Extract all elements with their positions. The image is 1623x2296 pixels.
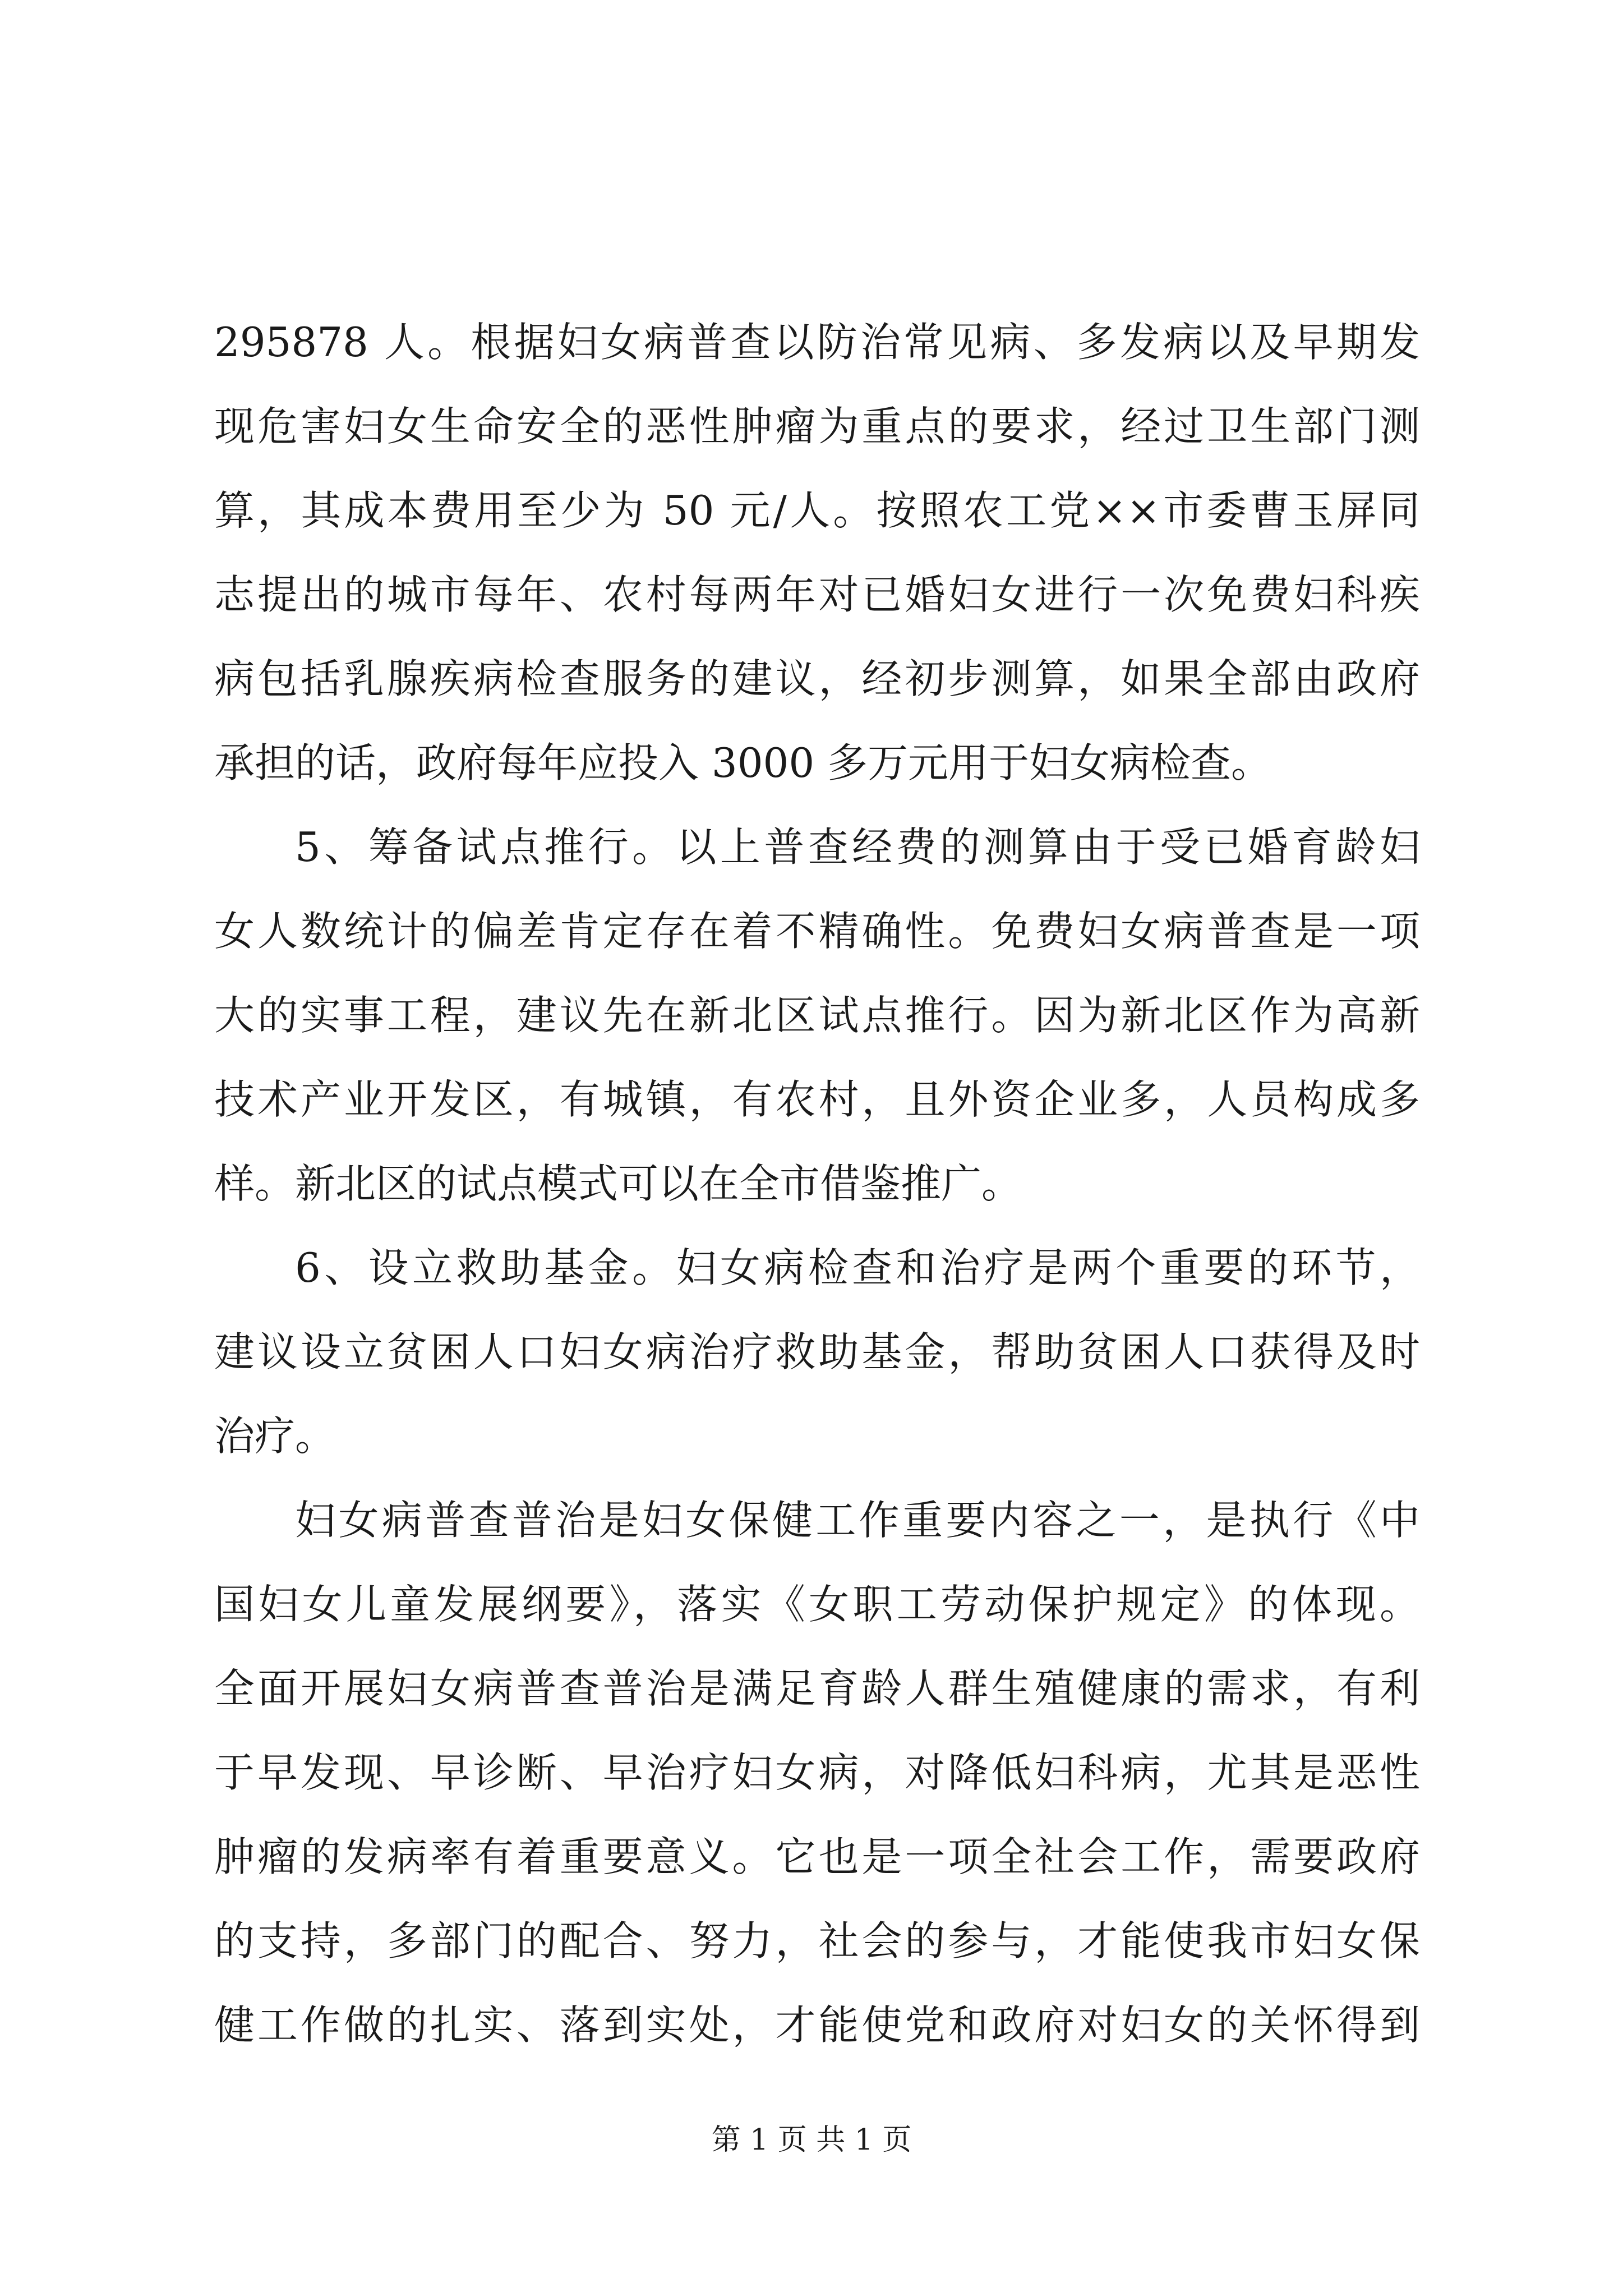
text-line: 6、设立救助基金。妇女病检查和治疗是两个重要的环节， (295, 1244, 1420, 1291)
document-body (214, 300, 1420, 2067)
text-line: 5、筹备试点推行。以上普查经费的测算由于受已婚育龄妇 (295, 823, 1420, 871)
text-line: 样。新北区的试点模式可以在全市借鉴推广。 (214, 1160, 1022, 1207)
text-line: 妇女病普查普治是妇女保健工作重要内容之一，是执行《中 (295, 1497, 1420, 1544)
text-line: 建议设立贫困人口妇女病治疗救助基金，帮助贫困人口获得及时 (214, 1328, 1420, 1375)
text-line: 承担的话，政府每年应投入 3000 多万元用于妇女病检查。 (214, 739, 1272, 786)
text-line: 志提出的城市每年、农村每两年对已婚妇女进行一次免费妇科疾 (214, 571, 1420, 618)
text-line: 于早发现、早诊断、早治疗妇女病，对降低妇科病，尤其是恶性 (214, 1749, 1420, 1796)
text-line: 技术产业开发区，有城镇，有农村，且外资企业多，人员构成多 (214, 1076, 1420, 1123)
text-line: 病包括乳腺疾病检查服务的建议，经初步测算，如果全部由政府 (214, 655, 1420, 702)
text-line: 全面开展妇女病普查普治是满足育龄人群生殖健康的需求，有利 (214, 1665, 1420, 1712)
text-line: 的支持，多部门的配合、努力，社会的参与，才能使我市妇女保 (214, 1917, 1420, 1964)
text-line: 国妇女儿童发展纲要》，落实《女职工劳动保护规定》的体现。 (214, 1581, 1420, 1628)
text-line: 大的实事工程，建议先在新北区试点推行。因为新北区作为高新 (214, 992, 1420, 1039)
text-line: 治疗。 (214, 1412, 336, 1460)
text-line: 算，其成本费用至少为 50 元/人。按照农工党××市委曹玉屏同 (214, 487, 1420, 534)
text-line: 295878 人。根据妇女病普查以防治常见病、多发病以及早期发 (214, 319, 1420, 366)
page-footer (0, 2120, 1623, 2160)
text-line: 肿瘤的发病率有着重要意义。它也是一项全社会工作，需要政府 (214, 1833, 1420, 1880)
page-number: 第 1 页 共 1 页 (711, 2123, 912, 2157)
text-line: 女人数统计的偏差肯定存在着不精确性。免费妇女病普查是一项 (214, 908, 1420, 955)
text-line: 健工作做的扎实、落到实处，才能使党和政府对妇女的关怀得到 (214, 2001, 1420, 2049)
text-line: 现危害妇女生命安全的恶性肿瘤为重点的要求，经过卫生部门测 (214, 403, 1420, 450)
